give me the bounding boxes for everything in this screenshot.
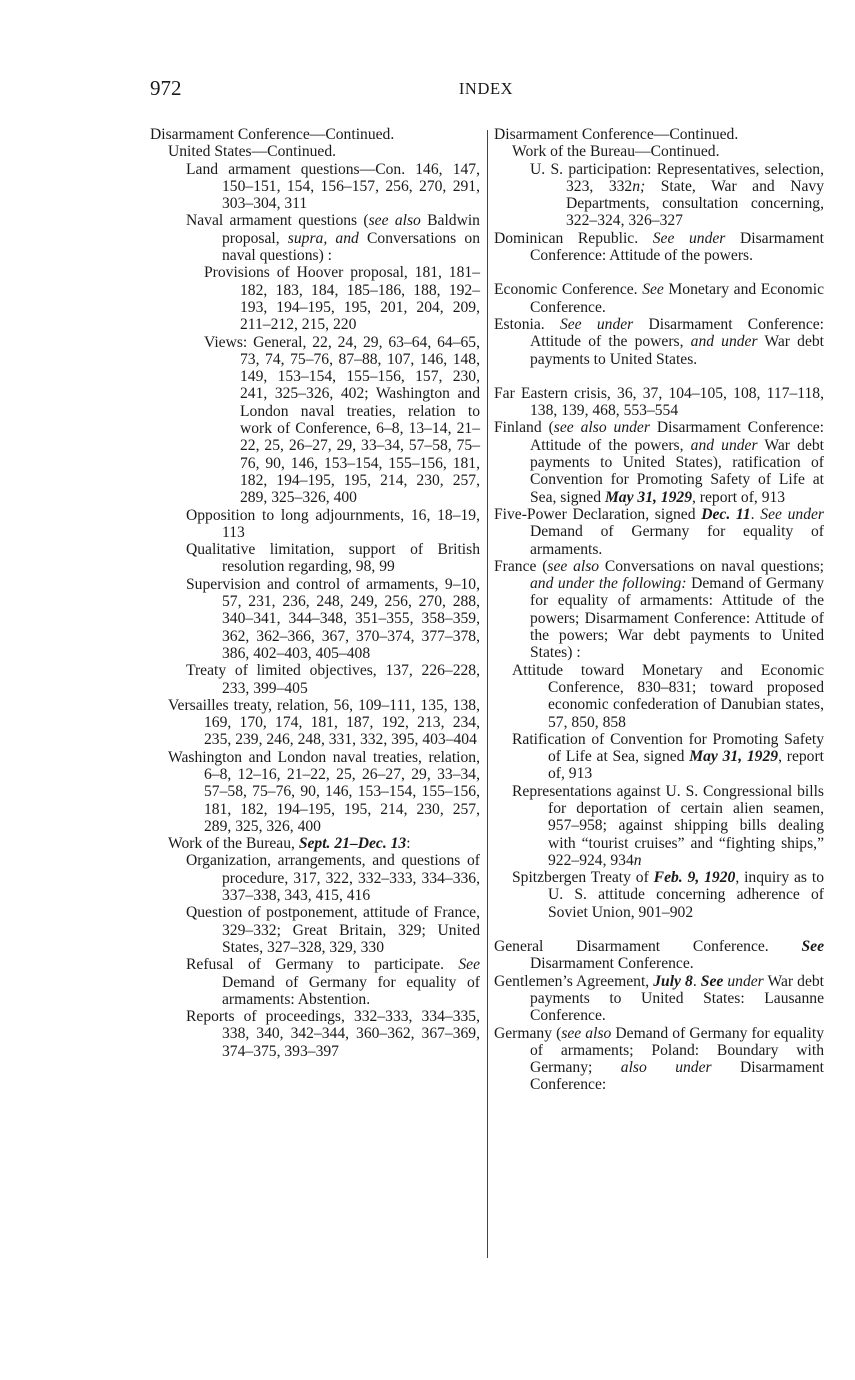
index-entry: General Disarmament Conference. See Disarmament Conference. [494,938,824,973]
index-entry: Organization, arrangements, and questions of procedure, 317, 322, 332–333, 334–336, 337–338, 343, 415, 416 [186,852,480,905]
index-entry: U. S. participation: Representatives, selection, 323, 332n; State, War and Navy Departments, consultation concerning, 322–324, 326–327 [530,160,825,230]
index-entry: Qualitative limitation, support of British resolution regarding, 98, 99 [186,541,480,576]
index-column-left [150,126,480,1060]
index-entry: Spitzbergen Treaty of Feb. 9, 1920, inquiry as to U. S. attitude concerning adherence of Soviet Union, 901–902 [512,869,825,921]
index-entry: Representations against U. S. Congressional bills for deportation of certain alien seamen, 957–958; against shipping bills dealing with “tourist cruises” and “fighting ships,” 922–924, 934n [512,782,824,869]
index-entry: Reports of proceedings, 332–333, 334–335, 338, 340, 342–344, 360–362, 367–369, 374–375, 393–397 [186,1008,480,1060]
index-entry: Opposition to long adjournments, 16, 18–19, 113 [186,506,480,541]
page-header [150,76,822,102]
index-entry: Refusal of Germany to participate. See Demand of Germany for equality of armaments: Abstention. [186,956,480,1008]
index-entry: Estonia. See under Disarmament Conference: Attitude of the powers, and under War debt payments to United States. [494,315,824,368]
index-entry: Versailles treaty, relation, 56, 109–111, 135, 138, 169, 170, 174, 181, 187, 192, 213, 234, 235, 239, 246, 248, 331, 332, 395, 403–404 [168,696,480,749]
index-entry: Naval armament questions (see also Baldwin proposal, supra, and Conversations on naval questions) : [186,212,480,265]
index-entry: Treaty of limited objectives, 137, 226–228, 233, 399–405 [186,662,480,697]
index-entry: United States—Continued. [168,143,337,161]
index-entry: Washington and London naval treaties, relation, 6–8, 12–16, 21–22, 25, 26–27, 29, 33–34, 57–58, 75–76, 90, 146, 153–154, 155–156, 181, 182, 194–195, 195, 214, 230, 257, 289, 325, 326, 400 [168,748,480,835]
index-entry: Land armament questions—Con. 146, 147, 150–151, 154, 156–157, 256, 270, 291, 303–304, 311 [186,160,480,213]
index-entry: Gentlemen’s Agreement, July 8. See under War debt payments to United States: Lausanne Conference. [494,972,824,1025]
index-entry: Work of the Bureau, Sept. 21–Dec. 13: [168,835,411,853]
index-entry: Supervision and control of armaments, 9–10, 57, 231, 236, 248, 249, 256, 270, 288, 340–341, 344–348, 351–355, 358–359, 362, 362–366, 367, 370–374, 377–378, 386, 402–403, 405–408 [186,575,480,662]
index-column-right [494,126,824,1094]
index-entry: Germany (see also Demand of Germany for equality of armaments; Poland: Boundary with Germany; also under Disarmament Conference: [494,1024,824,1094]
index-entry: Work of the Bureau—Continued. [512,143,720,161]
index-entry: Finland (see also under Disarmament Conference: Attitude of the powers, and under War debt payments to United States), ratification of Convention for Promoting Safety of Life at Sea, signed May 31, 1929, report of, 913 [494,419,824,506]
index-entry: Dominican Republic. See under Disarmament Conference: Attitude of the powers. [494,229,824,265]
index-entry: Question of postponement, attitude of France, 329–332; Great Britain, 329; United States, 327–328, 329, 330 [186,904,480,956]
index-entry: Ratification of Convention for Promoting Safety of Life at Sea, signed May 31, 1929, report of, 913 [512,730,824,783]
running-head: INDEX [458,79,514,98]
index-entry: France (see also Conversations on naval questions; and under the following: Demand of Germany for equality of armaments: Attitude of the powers; Disarmament Conference: Attitude of the powers; War debt payments to United States) : [494,557,824,662]
index-entry: Five-Power Declaration, signed Dec. 11. See under Demand of Germany for equality of armaments. [494,505,825,558]
index-entry: Economic Conference. See Monetary and Economic Conference. [494,281,824,316]
index-entry: Disarmament Conference—Continued. [494,126,739,143]
index-entry: Attitude toward Monetary and Economic Conference, 830–831; toward proposed economic confederation of Danubian states, 57, 850, 858 [512,661,824,731]
index-entry: Provisions of Hoover proposal, 181, 181–182, 183, 184, 185–186, 188, 192–193, 194–195, 195, 201, 204, 209, 211–212, 215, 220 [204,264,480,334]
index-entry: Disarmament Conference—Continued. [150,126,395,143]
index-entry: Views: General, 22, 24, 29, 63–64, 64–65, 73, 74, 75–76, 87–88, 107, 146, 148, 149, 153–154, 155–156, 157, 230, 241, 325–326, 402; Washington and London naval treaties, relation to work of Conference, 6–8, 13–14, 21–22, 25, 26–27, 29, 33–34, 57–58, 75–76, 90, 146, 153–154, 155–156, 181, 182, 194–195, 195, 214, 230, 257, 289, 325–326, 400 [204,333,480,507]
index-entry: Far Eastern crisis, 36, 37, 104–105, 108, 117–118, 138, 139, 468, 553–554 [494,384,824,420]
page-number: 972 [150,76,182,100]
column-divider [487,130,488,1258]
